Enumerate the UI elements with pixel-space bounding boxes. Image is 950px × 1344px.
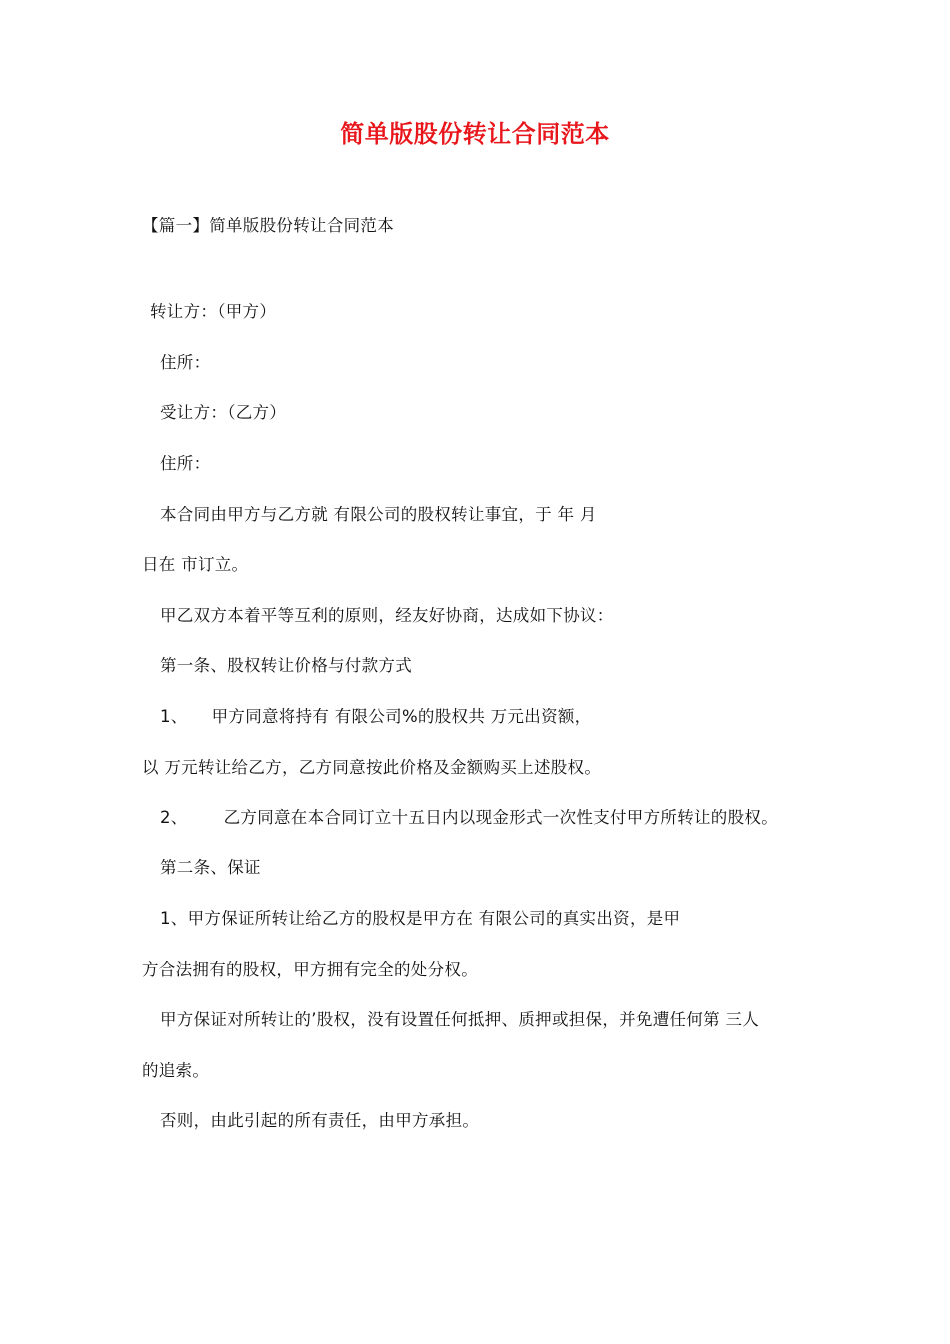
agreement-paragraph: 甲乙双方本着平等互利的原则，经友好协商，达成如下协议： [160,606,614,625]
guarantee-2-line-1: 甲方保证对所转让的’股权，没有设置任何抵押、质押或担保，并免遭任何第 三人 [160,1010,760,1029]
section-heading: 【篇一】简单版股份转让合同范本 [142,216,394,235]
clause-1-text: 甲方同意将持有 有限公司%的股权共 万元出资额， [211,707,592,726]
transferee-line: 受让方：（乙方） [160,403,287,422]
clause-2-line [160,806,778,830]
article-2-heading: 第二条、保证 [160,858,261,877]
article-1-heading: 第一条、股权转让价格与付款方式 [160,656,412,675]
transferor-line: 转让方：（甲方） [150,302,277,321]
liability-paragraph: 否则，由此引起的所有责任，由甲方承担。 [160,1111,480,1130]
clause-1-line-1 [160,705,591,729]
guarantee-1-line-1: 1、甲方保证所转让给乙方的股权是甲方在 有限公司的真实出资，是甲 [160,909,681,928]
intro-paragraph-line-2: 日在 市订立。 [142,555,249,574]
document-title: 简单版股份转让合同范本 [340,120,610,148]
transferor-address-line: 住所： [160,353,211,372]
guarantee-2-line-2: 的追索。 [142,1061,210,1080]
clause-1-line-2: 以 万元转让给乙方，乙方同意按此价格及金额购买上述股权。 [142,758,602,777]
clause-2-text: 乙方同意在本合同订立十五日内以现金形式一次性支付甲方所转让的股权。 [223,808,779,827]
guarantee-1-line-2: 方合法拥有的股权，甲方拥有完全的处分权。 [142,960,478,979]
intro-paragraph-line-1: 本合同由甲方与乙方就 有限公司的股权转让事宜，于 年 月 [160,505,597,524]
clause-2-number: 2、 [160,808,188,827]
transferee-address-line: 住所： [160,454,211,473]
clause-1-number: 1、 [160,707,188,726]
